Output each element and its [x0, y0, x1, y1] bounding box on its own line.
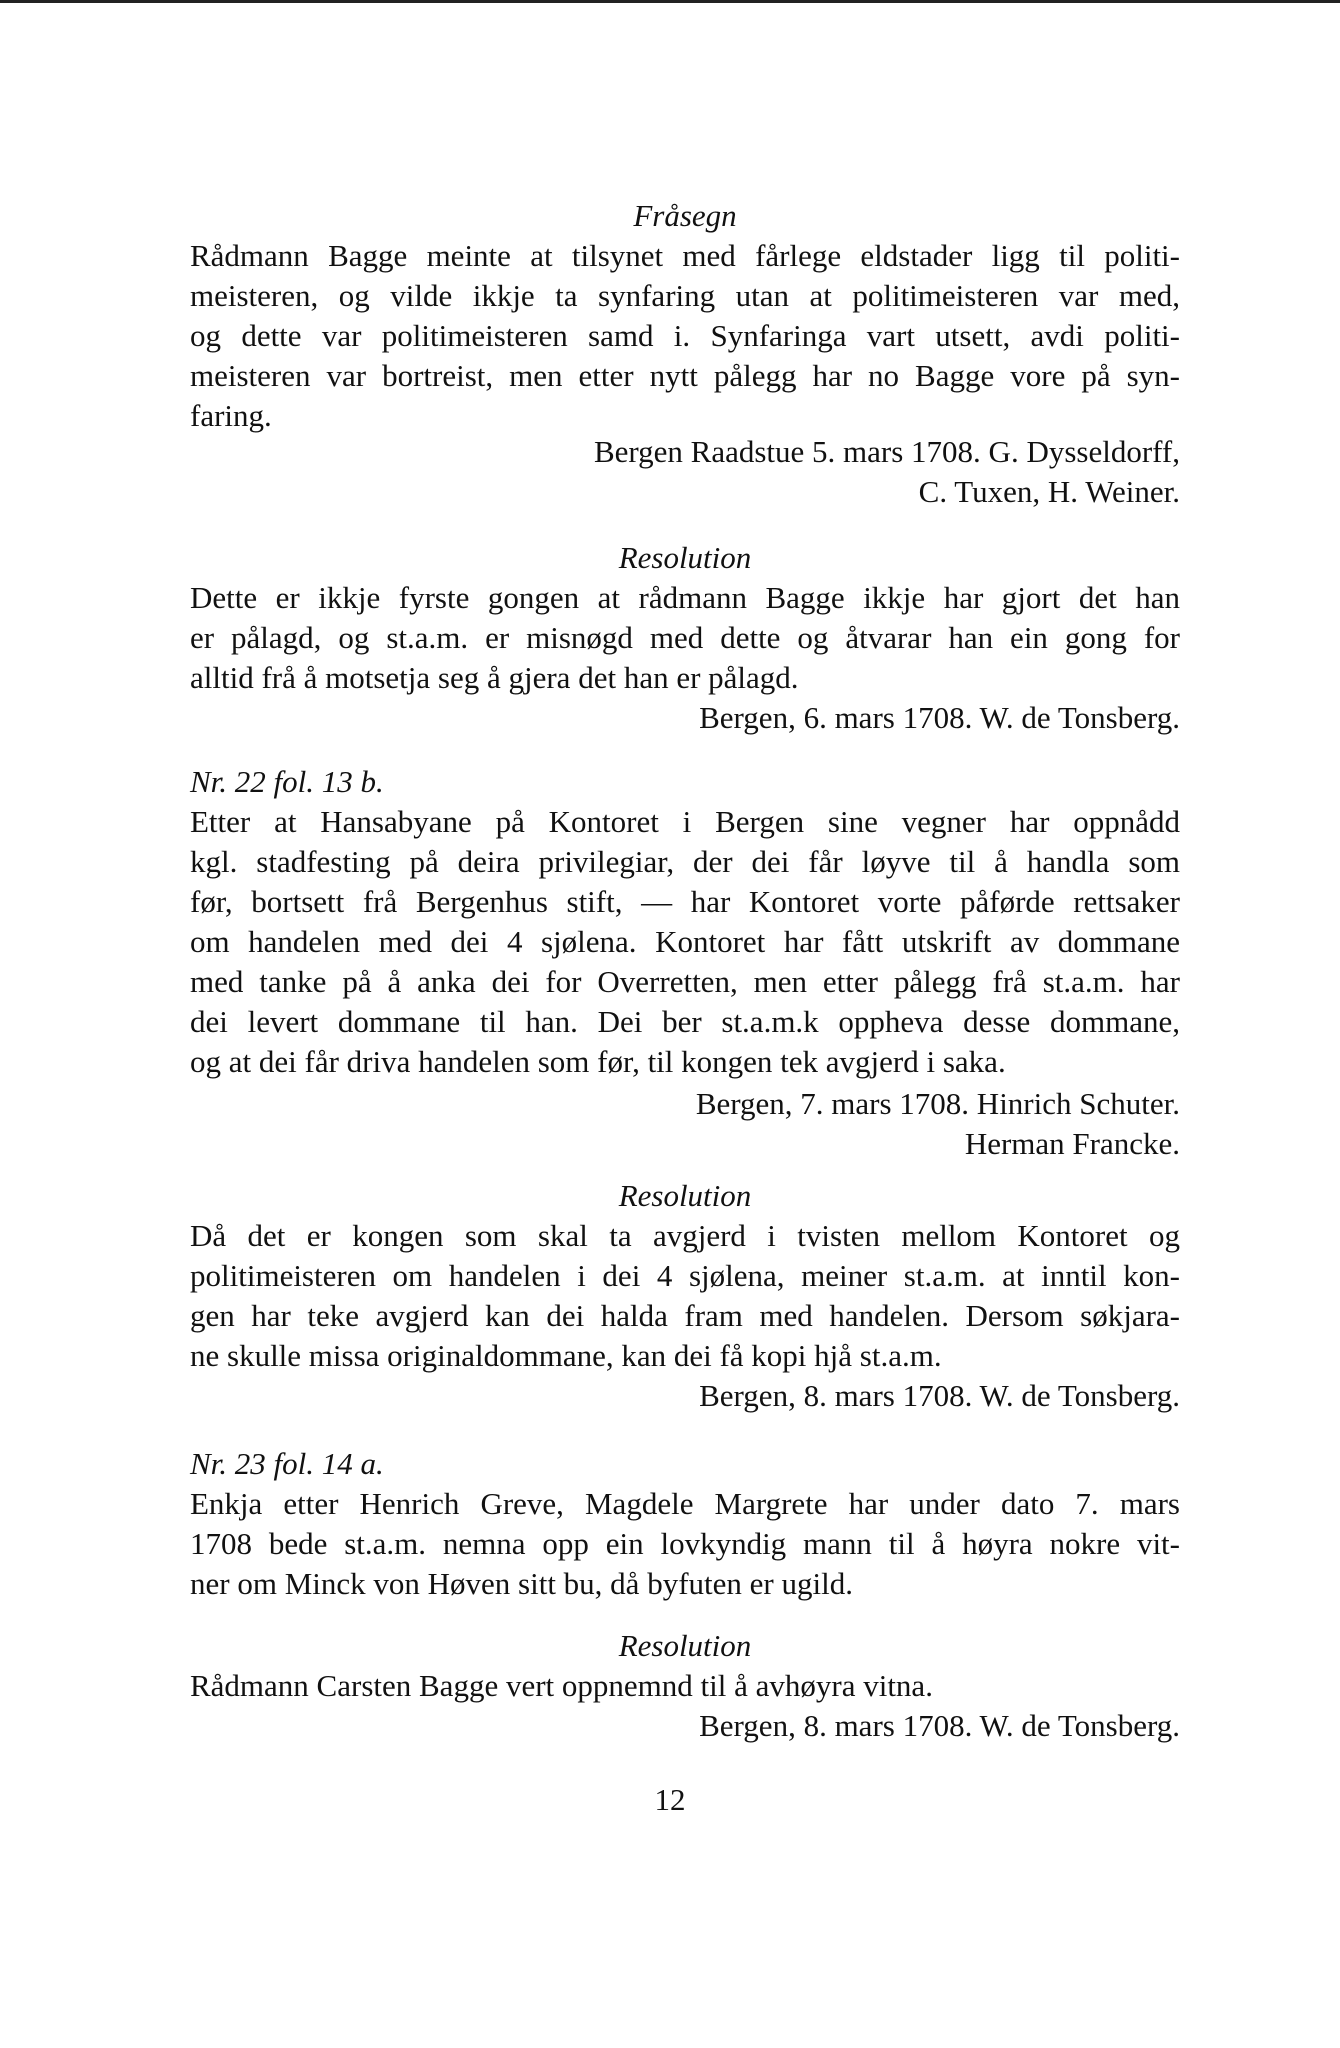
signature-line: Bergen, 7. mars 1708. Hinrich Schuter. — [695, 1086, 1180, 1121]
text-line: med tanke på å anka dei for Overretten, men etter pålegg frå st.a.m. har — [190, 964, 1180, 999]
text-line: politimeisteren om handelen i dei 4 sjølena, meiner st.a.m. at inntil kon- — [190, 1258, 1180, 1293]
text-line: Då det er kongen som skal ta avgjerd i tvisten mellom Kontoret og — [190, 1218, 1180, 1253]
document-reference: Nr. 22 fol. 13 b. — [190, 764, 384, 799]
text-line: Etter at Hansabyane på Kontoret i Bergen sine vegner har oppnådd — [190, 804, 1180, 839]
section-body-document — [190, 802, 1180, 1082]
section-body-resolution — [190, 1216, 1180, 1376]
text-line: og dette var politimeisteren samd i. Synfaringa vart utsett, avdi politi- — [190, 318, 1180, 353]
signature-line: Bergen, 6. mars 1708. W. de Tonsberg. — [699, 700, 1180, 735]
text-line: dei levert dommane til han. Dei ber st.a.m.k oppheva desse dommane, — [190, 1004, 1180, 1039]
signature-line: Bergen, 8. mars 1708. W. de Tonsberg. — [699, 1378, 1180, 1413]
text-line: 1708 bede st.a.m. nemna opp ein lovkyndig mann til å høyra nokre vit- — [190, 1526, 1180, 1561]
page-top-rule — [0, 0, 1340, 3]
section-body-frasegn — [190, 236, 1180, 436]
text-line: Rådmann Bagge meinte at tilsynet med fårlege eldstader ligg til politi- — [190, 238, 1180, 273]
text-line: er pålagd, og st.a.m. er misnøgd med dette og åtvarar han ein gong for — [190, 620, 1180, 655]
text-line: før, bortsett frå Bergenhus stift, — har Kontoret vorte påførde rettsaker — [190, 884, 1180, 919]
signature-line: Bergen Raadstue 5. mars 1708. G. Dysseldorff, — [593, 434, 1180, 469]
text-line: Dette er ikkje fyrste gongen at rådmann Bagge ikkje har gjort det han — [190, 580, 1180, 615]
section-body-document — [190, 1484, 1180, 1604]
text-line: gen har teke avgjerd kan dei halda fram med handelen. Dersom søkjara- — [190, 1298, 1180, 1333]
signature-line: C. Tuxen, H. Weiner. — [918, 474, 1180, 509]
section-heading-resolution: Resolution — [618, 1628, 752, 1663]
text-line: alltid frå å motsetja seg å gjera det han er pålagd. — [190, 660, 799, 695]
signature-line: Herman Francke. — [964, 1126, 1180, 1161]
document-reference: Nr. 23 fol. 14 a. — [190, 1446, 384, 1481]
text-line: ne skulle missa originaldommane, kan dei få kopi hjå st.a.m. — [190, 1338, 942, 1373]
signature-line: Bergen, 8. mars 1708. W. de Tonsberg. — [699, 1708, 1180, 1743]
text-line: ner om Minck von Høven sitt bu, då byfuten er ugild. — [190, 1566, 853, 1601]
section-heading-resolution: Resolution — [618, 540, 752, 575]
text-line: meisteren, og vilde ikkje ta synfaring utan at politimeisteren var med, — [190, 278, 1180, 313]
text-line: meisteren var bortreist, men etter nytt pålegg har no Bagge vore på syn- — [190, 358, 1180, 393]
text-line: om handelen med dei 4 sjølena. Kontoret har fått utskrift av dommane — [190, 924, 1180, 959]
text-line: kgl. stadfesting på deira privilegiar, der dei får løyve til å handla som — [190, 844, 1180, 879]
text-line: Enkja etter Henrich Greve, Magdele Margrete har under dato 7. mars — [190, 1486, 1180, 1521]
page-number: 12 — [654, 1782, 686, 1817]
section-heading-resolution: Resolution — [618, 1178, 752, 1213]
text-line: og at dei får driva handelen som før, til kongen tek avgjerd i saka. — [190, 1044, 1006, 1079]
section-body-resolution — [190, 578, 1180, 698]
section-heading-frasegn: Fråsegn — [633, 198, 737, 233]
text-line: faring. — [190, 398, 272, 433]
text-line: Rådmann Carsten Bagge vert oppnemnd til å avhøyra vitna. — [190, 1668, 933, 1703]
section-body-resolution — [190, 1666, 1180, 1706]
